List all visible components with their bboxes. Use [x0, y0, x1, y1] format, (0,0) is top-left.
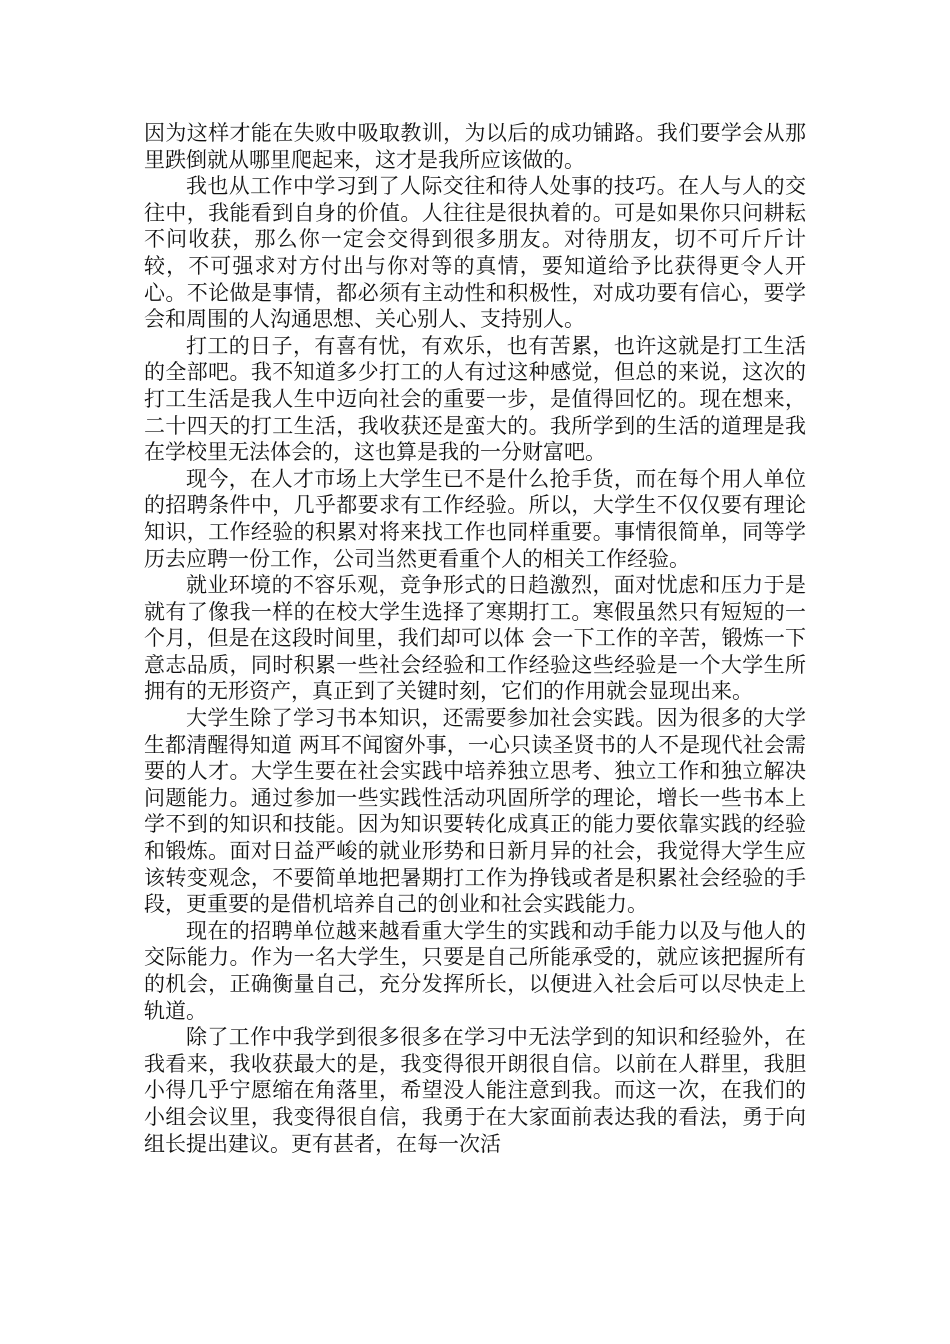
paragraph: 因为这样才能在失败中吸取教训，为以后的成功铺路。我们要学会从那里跌倒就从哪里爬起来，这才是我所应该做的。	[144, 121, 806, 172]
paragraph: 大学生除了学习书本知识，还需要参加社会实践。因为很多的大学生都清醒得知道 两耳不闻窗外事，一心只读圣贤书的人不是现代社会需要的人才。大学生要在社会实践中培养独立思考、独立工作和独立解决问题能力。通过参加一些实践性活动巩固所学的理论，增长一些书本上学不到的知识和技能。因为知识要转化成真正的能力要依靠实践的经验和锻炼。面对日益严峻的就业形势和日新月异的社会，我觉得大学生应该转变观念，不要简单地把暑期打工作为挣钱或者是积累社会经验的手段，更重要的是借机培养自己的创业和社会实践能力。	[144, 706, 806, 917]
paragraph: 现今，在人才市场上大学生已不是什么抢手货，而在每个用人单位的招聘条件中，几乎都要求有工作经验。所以，大学生不仅仅要有理论知识，工作经验的积累对将来找工作也同样重要。事情很简单，同等学历去应聘一份工作，公司当然更看重个人的相关工作经验。	[144, 466, 806, 571]
document-body	[144, 120, 806, 1157]
paragraph: 现在的招聘单位越来越看重大学生的实践和动手能力以及与他人的交际能力。作为一名大学生，只要是自己所能承受的，就应该把握所有的机会，正确衡量自己，充分发挥所长，以便进入社会后可以尽快走上轨道。	[144, 918, 806, 1023]
paragraph: 我也从工作中学习到了人际交往和待人处事的技巧。在人与人的交往中，我能看到自身的价值。人往往是很执着的。可是如果你只问耕耘不问收获，那么你一定会交得到很多朋友。对待朋友，切不可斤斤计较，不可强求对方付出与你对等的真情，要知道给予比获得更令人开心。不论做是事情，都必须有主动性和积极性，对成功要有信心，要学会和周围的人沟通思想、关心别人、支持别人。	[144, 174, 806, 332]
paragraph: 就业环境的不容乐观，竞争形式的日趋激烈，面对忧虑和压力于是就有了像我一样的在校大学生选择了寒期打工。寒假虽然只有短短的一个月，但是在这段时间里，我们却可以体 会一下工作的辛苦，锻炼一下意志品质，同时积累一些社会经验和工作经验这些经验是一个大学生所拥有的无形资产，真正到了关键时刻，它们的作用就会显现出来。	[144, 573, 806, 704]
paragraph: 打工的日子，有喜有忧，有欢乐，也有苦累，也许这就是打工生活的全部吧。我不知道多少打工的人有过这种感觉，但总的来说，这次的打工生活是我人生中迈向社会的重要一步，是值得回忆的。现在想来，二十四天的打工生活，我收获还是蛮大的。我所学到的生活的道理是我在学校里无法体会的，这也算是我的一分财富吧。	[144, 333, 806, 465]
paragraph: 除了工作中我学到很多很多在学习中无法学到的知识和经验外，在我看来，我收获最大的是，我变得很开朗很自信。以前在人群里，我胆小得几乎宁愿缩在角落里，希望没人能注意到我。而这一次，在我们的小组会议里，我变得很自信，我勇于在大家面前表达我的看法，勇于向组长提出建议。更有甚者，在每一次活	[144, 1025, 806, 1156]
